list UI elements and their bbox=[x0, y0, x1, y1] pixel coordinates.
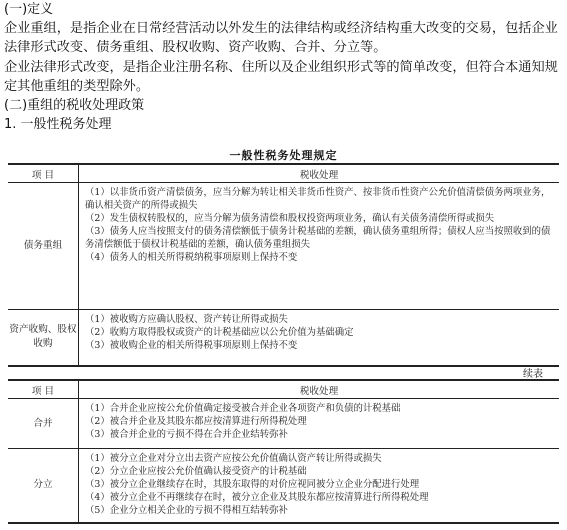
row-label: 资产收购、股权收购 bbox=[8, 310, 79, 366]
column-header-tax: 税收处理 bbox=[79, 380, 560, 399]
general-tax-table-continued bbox=[8, 379, 559, 524]
list-item: （4）被分立企业不再继续存在时，被分立企业及其股东都应按清算进行所得税处理 bbox=[85, 492, 429, 504]
column-header-item: 项 目 bbox=[8, 164, 79, 183]
list-item: （2）收购方取得股权或资产的计税基础应以公允价值为基础确定 bbox=[85, 327, 354, 339]
column-header-item: 项 目 bbox=[8, 380, 79, 399]
row-label: 分立 bbox=[8, 449, 79, 523]
list-item: （1）被分立企业对分立出去资产应按公允价值确认资产转让所得或损失 bbox=[85, 453, 382, 464]
list-item: （1）合并企业应按公允价值确定接受被合并企业各项资产和负债的计税基础 bbox=[85, 403, 401, 414]
row-items bbox=[79, 399, 560, 449]
row-label: 合并 bbox=[8, 399, 79, 449]
definition-paragraph-2: 企业法律形式改变，是指企业注册名称、住所以及企业组织形式等的简单改变，但符合本通知规定其他重组的类型除外。 bbox=[4, 59, 558, 94]
list-item: （1）以非货币资产清偿债务，应当分解为转让相关非货币性资产、按非货币性资产公允价值清偿债务两项业务，确认相关资产的所得或损失 bbox=[85, 187, 551, 212]
policy-heading: (二)重组的税收处理政策 bbox=[4, 98, 145, 114]
general-tax-table bbox=[8, 163, 559, 367]
list-item: （5）企业分立相关企业的亏损不得相互结转弥补 bbox=[85, 505, 288, 517]
column-header-tax: 税收处理 bbox=[79, 164, 560, 183]
row-items bbox=[79, 183, 560, 310]
table-row bbox=[8, 449, 559, 523]
general-tax-heading: 1. 一般性税务处理 bbox=[4, 117, 112, 133]
list-item: （3）债务人应当按照支付的债务清偿额低于债务计税基础的差额，确认债务重组所得；债权人应当按照收到的债务清偿额低于债权计税基础的差额，确认债务重组损失 bbox=[85, 226, 551, 251]
intro-text bbox=[4, 0, 563, 134]
continued-label: 续表 bbox=[523, 369, 543, 380]
list-item: （2）被合并企业及其股东都应按清算进行所得税处理 bbox=[85, 416, 307, 428]
list-item: （2）发生债权转股权的，应当分解为债务清偿和股权投资两项业务，确认有关债务清偿所得或损失 bbox=[85, 213, 495, 225]
list-item: （3）被分立企业继续存在时，其股东取得的对价应视同被分立企业分配进行处理 bbox=[85, 479, 420, 491]
table-row bbox=[8, 183, 559, 310]
table-title: 一般性税务处理规定 bbox=[229, 149, 338, 162]
list-item: （3）被收购企业的相关所得税事项原则上保持不变 bbox=[85, 340, 298, 352]
definition-heading: (一)定义 bbox=[4, 2, 54, 17]
row-label: 债务重组 bbox=[8, 183, 79, 310]
list-item: （1）被收购方应确认股权、资产转让所得或损失 bbox=[85, 314, 288, 325]
table-row bbox=[8, 399, 559, 449]
row-items bbox=[79, 449, 560, 523]
list-item: （2）分立企业应按公允价值确认接受资产的计税基础 bbox=[85, 466, 307, 478]
list-item: （4）债务人的相关所得税纳税事项原则上保持不变 bbox=[85, 252, 298, 264]
row-items bbox=[79, 310, 560, 366]
table-row bbox=[8, 310, 559, 366]
list-item: （3）被合并企业的亏损不得在合并企业结转弥补 bbox=[85, 429, 288, 441]
definition-paragraph-1: 企业重组，是指企业在日常经营活动以外发生的法律结构或经济结构重大改变的交易，包括企业法律形式改变、债务重组、股权收购、资产收购、合并、分立等。 bbox=[4, 21, 558, 56]
